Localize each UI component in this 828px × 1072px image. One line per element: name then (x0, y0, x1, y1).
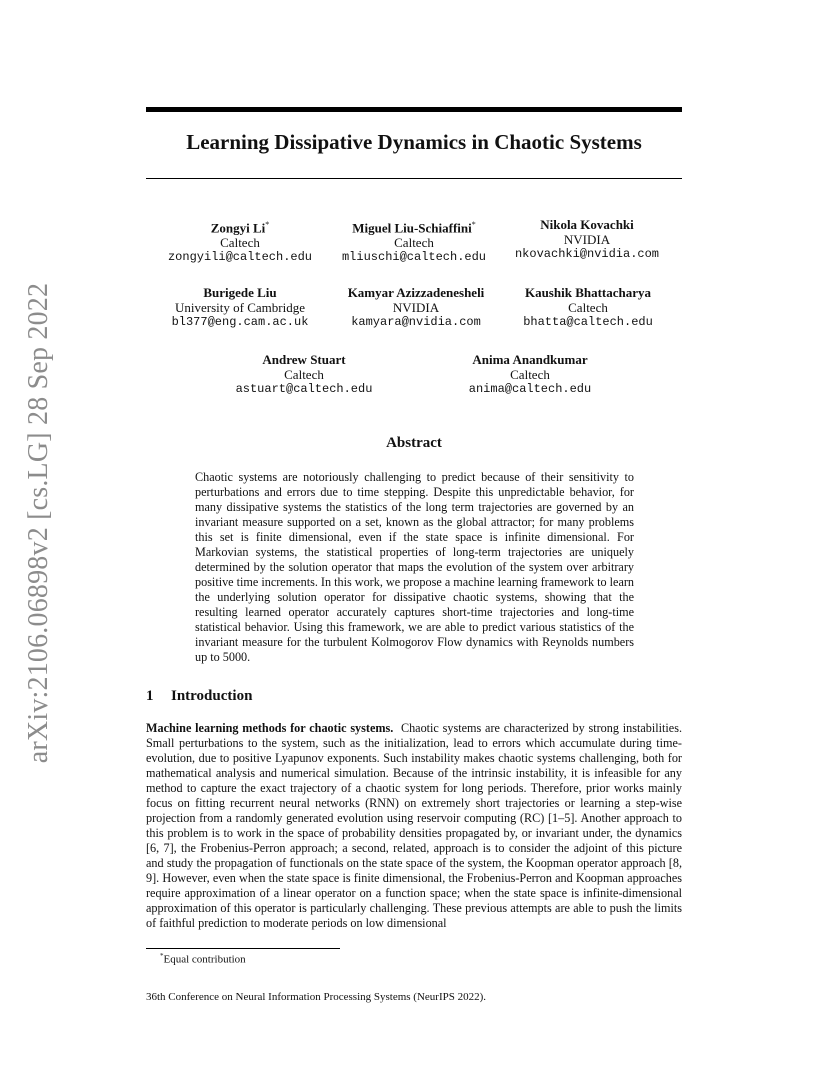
author-affiliation: University of Cambridge (175, 300, 305, 315)
author-block (324, 217, 504, 265)
title-rule-top (146, 107, 682, 112)
paragraph-text: Chaotic systems are characterized by strong instabilities. Small perturbations to the system, such as the initialization, lead to errors which accumulate during time-evolution, due to positive Lyapunov exponents. Such instability makes chaotic systems challenging, both for mathematical analysis and numerical simulation. Because of the intrinsic instability, it is infeasible for any method to capture the exact trajectory of a chaotic system for long periods. Therefore, prior works mainly focus on fitting recurrent neural networks (RNN) on extremely short trajectories or learning a step-wise projection from a randomly generated evolution using reservoir computing (RC) [1–5]. Another approach to this problem is to work in the space of probability densities propagated by, or invariant under, the dynamics [6, 7], the Frobenius-Perron approach; a second, related, approach is to consider the adjoint of this picture and study the propagation of functionals on the state space of the system, the Koopman operator approach [8, 9]. However, even when the state space is finite dimensional, the Frobenius-Perron and Koopman approaches require approximation of a linear operator on a function space; when the state space is infinite-dimensional approximation of this operator is particularly challenging. These previous attempts are able to push the limits of faithful prediction to moderate periods on low dimensional (146, 721, 683, 930)
author-name: Kamyar Azizzadenesheli (347, 285, 485, 300)
author-block (498, 285, 678, 330)
author-affiliation: Caltech (220, 235, 260, 251)
author-name: Anima Anandkumar (472, 352, 588, 367)
title-rule-bottom (146, 178, 682, 179)
abstract-heading: Abstract (386, 435, 442, 451)
author-email: anima@caltech.edu (468, 382, 592, 396)
author-email: bl377@eng.cam.ac.uk (171, 315, 309, 329)
author-email: bhatta@caltech.edu (523, 315, 653, 329)
author-affiliation: NVIDIA (563, 232, 611, 247)
author-block (497, 217, 677, 262)
author-email: mliuschi@caltech.edu (341, 250, 487, 265)
section-title: Introduction (171, 688, 253, 704)
author-affiliation: Caltech (394, 235, 434, 251)
footnote-mark: * (160, 952, 164, 960)
author-block (214, 352, 394, 397)
abstract-text: Chaotic systems are notoriously challenging to predict because of their sensitivity to perturbations and errors due to time stepping. Despite this unpredictable behavior, for many dissipative systems the statistics of the long term trajectories are governed by an invariant measure supported on a set, known as the global attractor; for many problems this set is finite dimensional, even if the state space is infinite dimensional. For Markovian systems, the statistical properties of long-term trajectories are uniquely determined by the solution operator that maps the evolution of the system over arbitrary positive time increments. In this work, we propose a machine learning framework to learn the underlying solution operator for dissipative chaotic systems, showing that the resulting learned operator accurately captures short-time trajectories and long-time statistical behavior. Using this framework, we are able to predict various statistics of the invariant measure for the turbulent Kolmogorov Flow dynamics with Reynolds numbers up to 5000. (195, 470, 634, 664)
author-name: Zongyi Li (210, 220, 266, 236)
author-block (150, 285, 330, 330)
footnote-text: Equal contribution (163, 953, 246, 966)
author-block (326, 285, 506, 330)
arxiv-identifier (22, 282, 56, 764)
author-affiliation: NVIDIA (392, 300, 440, 315)
paragraph-lead: Machine learning methods for chaotic systems. (146, 721, 394, 735)
equal-contribution-mark: * (265, 220, 270, 229)
footnote (160, 952, 246, 966)
author-name: Burigede Liu (203, 285, 277, 300)
author-email: astuart@caltech.edu (235, 382, 373, 396)
author-name: Nikola Kovachki (540, 217, 634, 232)
author-block (150, 217, 330, 265)
author-block (440, 352, 620, 397)
section-number: 1 (146, 688, 154, 704)
introduction-paragraph (146, 721, 682, 931)
author-email: nkovachki@nvidia.com (514, 247, 660, 261)
equal-contribution-mark: * (471, 220, 476, 229)
author-email: zongyili@caltech.edu (167, 250, 313, 265)
footnote-rule (146, 948, 340, 949)
author-affiliation: Caltech (284, 367, 324, 382)
author-affiliation: Caltech (510, 367, 550, 382)
author-name: Andrew Stuart (262, 352, 346, 367)
paper-title: Learning Dissipative Dynamics in Chaotic Systems (186, 130, 642, 154)
author-name: Kaushik Bhattacharya (524, 285, 652, 300)
arxiv-identifier-text: arXiv:2106.06898v2 [cs.LG] 28 Sep 2022 (23, 282, 54, 764)
conference-note: 36th Conference on Neural Information Processing Systems (NeurIPS 2022). (146, 991, 487, 1003)
author-email: kamyara@nvidia.com (351, 315, 481, 329)
section-heading-introduction (146, 688, 252, 705)
author-affiliation: Caltech (568, 300, 608, 315)
author-name: Miguel Liu-Schiaffini (352, 220, 472, 236)
